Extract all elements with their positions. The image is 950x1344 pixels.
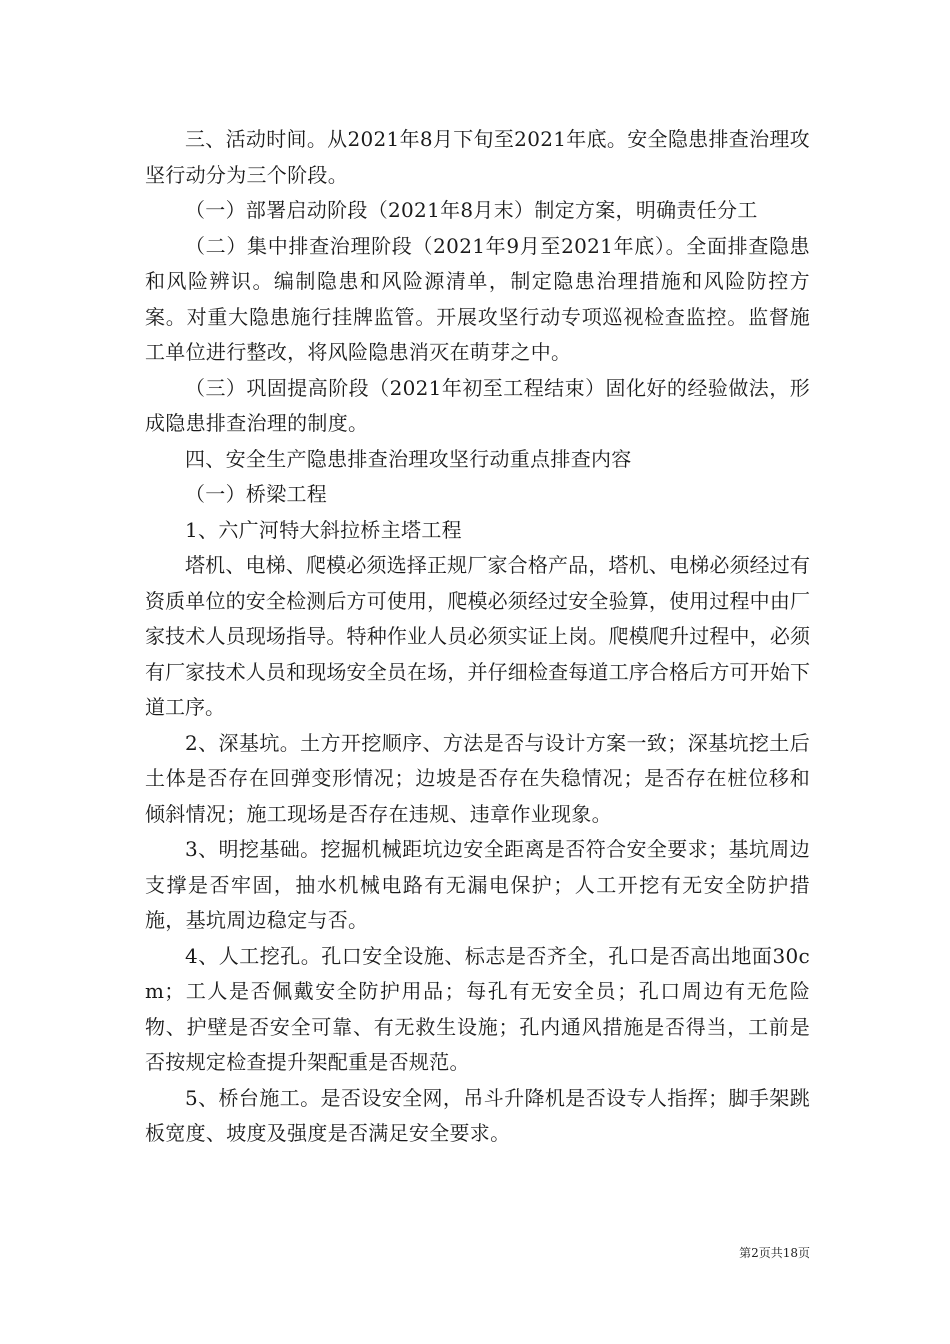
- paragraph-activity-time: 三、活动时间。从2021年8月下旬至2021年底。安全隐患排查治理攻坚行动分为三个阶段。: [145, 127, 810, 187]
- paragraph-stage-1: （一）部署启动阶段（2021年8月末）制定方案，明确责任分工: [185, 198, 758, 222]
- subsection-heading-bridge: （一）桥梁工程: [185, 482, 328, 506]
- paragraph-manual-digging: 4、人工挖孔。孔口安全设施、标志是否齐全，孔口是否高出地面30cm；工人是否佩戴安全防护用品；每孔有无安全员；孔口周边有无危险物、护壁是否安全可靠、有无救生设施；孔内通风措施是否得当，工前是否按规定检查提升架配重是否规范。: [145, 943, 810, 1074]
- paragraph-pylon-details: 塔机、电梯、爬模必须选择正规厂家合格产品，塔机、电梯必须经过有资质单位的安全检测后方可使用，爬模必须经过安全验算，使用过程中由厂家技术人员现场指导。特种作业人员必须实证上岗。爬模爬升过程中，必须有厂家技术人员和现场安全员在场，并仔细检查每道工序合格后方可开始下道工序。: [145, 553, 810, 719]
- page-number: 第2页共18页: [739, 1246, 810, 1260]
- document-body: [145, 122, 810, 1152]
- paragraph-abutment: 5、桥台施工。是否设安全网，吊斗升降机是否设专人指挥；脚手架跳板宽度、坡度及强度是否满足安全要求。: [145, 1085, 810, 1145]
- paragraph-stage-3: （三）巩固提高阶段（2021年初至工程结束）固化好的经验做法，形成隐患排查治理的制度。: [145, 375, 810, 435]
- section-heading-key-content: 四、安全生产隐患排查治理攻坚行动重点排查内容: [185, 446, 632, 471]
- paragraph-deep-foundation-pit: 2、深基坑。土方开挖顺序、方法是否与设计方案一致；深基坑挖土后土体是否存在回弹变形情况；边坡是否存在失稳情况；是否存在桩位移和倾斜情况；施工现场是否存在违规、违章作业现象。: [145, 730, 810, 826]
- item-heading-pylon: 1、六广河特大斜拉桥主塔工程: [185, 517, 462, 542]
- paragraph-stage-2: （二）集中排查治理阶段（2021年9月至2021年底）。全面排查隐患和风险辨识。编制隐患和风险源清单，制定隐患治理措施和风险防控方案。对重大隐患施行挂牌监管。开展攻坚行动专项巡视检查监控。监督施工单位进行整改，将风险隐患消灭在萌芽之中。: [145, 233, 810, 364]
- paragraph-open-excavation: 3、明挖基础。挖掘机械距坑边安全距离是否符合安全要求；基坑周边支撑是否牢固，抽水机械电路有无漏电保护；人工开挖有无安全防护措施，基坑周边稳定与否。: [145, 837, 810, 932]
